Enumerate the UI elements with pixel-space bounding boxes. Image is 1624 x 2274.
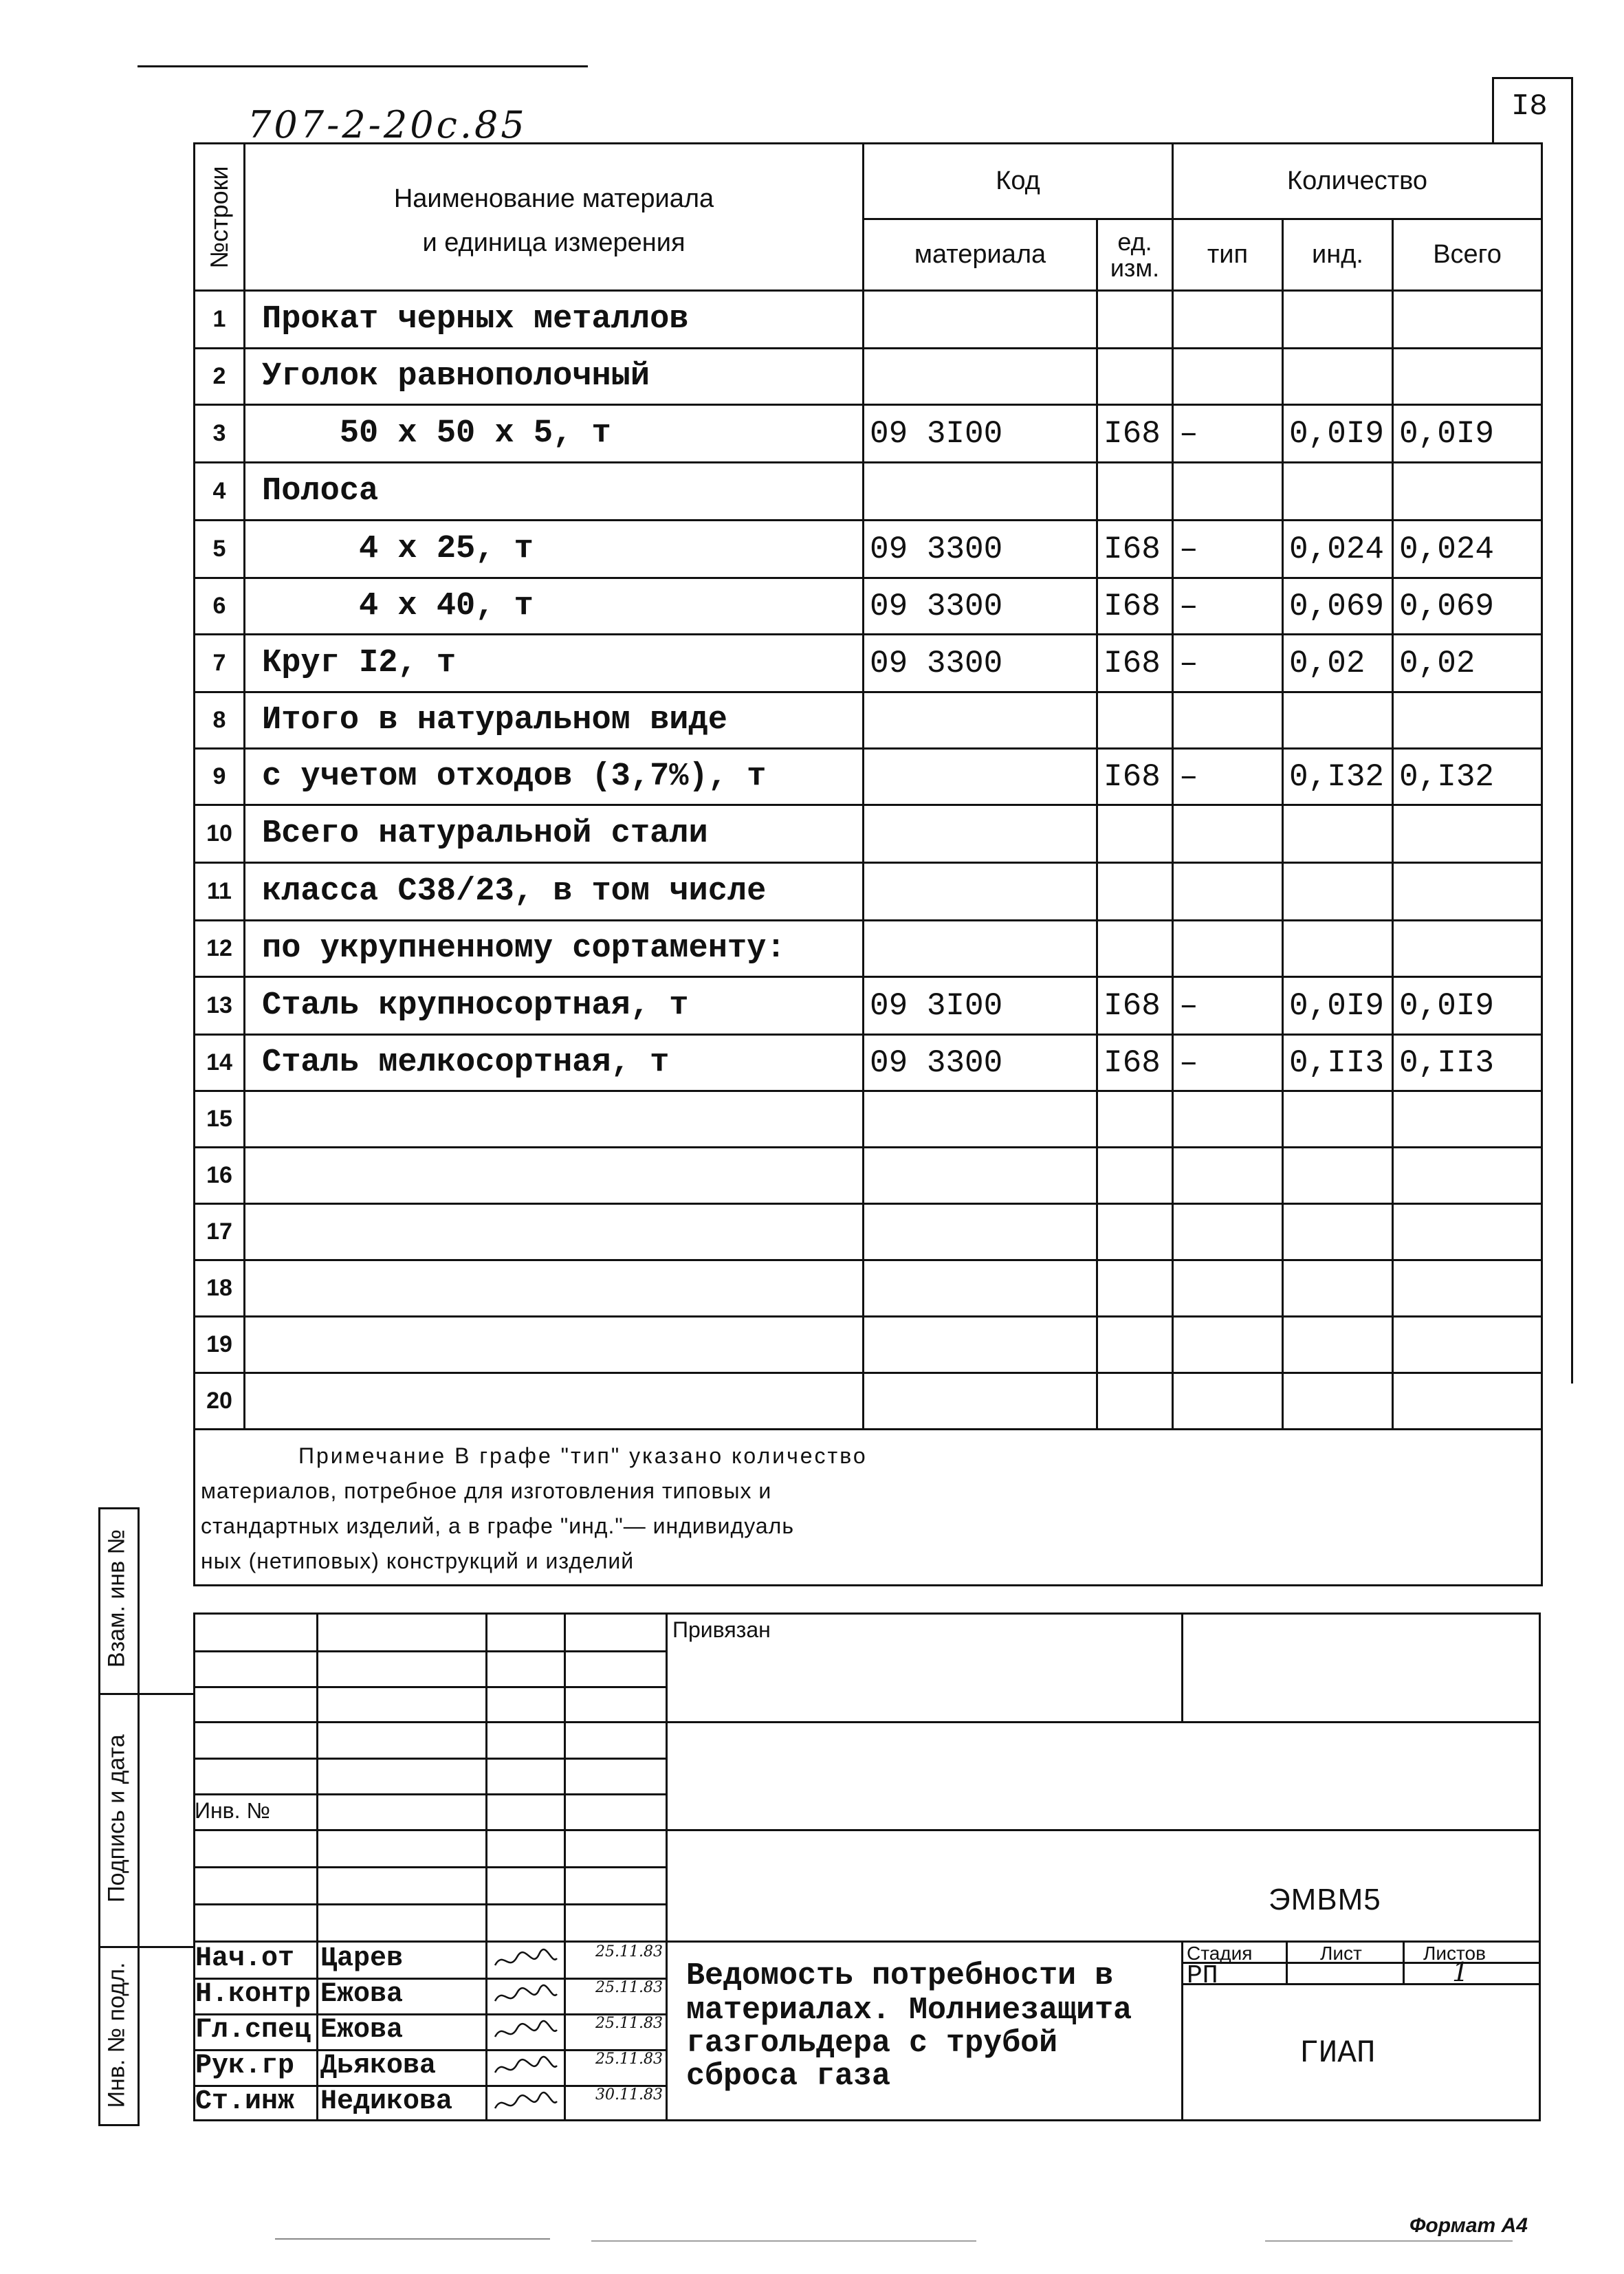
- row-number: 3: [195, 405, 245, 463]
- org-name: ГИАП: [1299, 2035, 1376, 2071]
- unit-code: [1097, 463, 1173, 521]
- qty-type: [1173, 1260, 1283, 1317]
- signer-role: Н.контр: [195, 1979, 311, 2010]
- signer-role: Нач.от: [195, 1943, 295, 1974]
- unit-code: [1097, 349, 1173, 405]
- unit-code: I68: [1097, 578, 1173, 635]
- row-number: 9: [195, 749, 245, 805]
- materials-table: [193, 142, 1543, 1586]
- row-number: 13: [195, 977, 245, 1035]
- tb-hline-g: [193, 1866, 668, 1868]
- qty-type: –: [1173, 1035, 1283, 1091]
- unit-code: I68: [1097, 521, 1173, 578]
- material-name: Круг I2, т: [245, 635, 864, 692]
- material-name: Прокат черных металлов: [245, 291, 864, 349]
- material-code: 09 3300: [864, 578, 1097, 635]
- format-label: Формат А4: [1409, 2214, 1528, 2237]
- material-code: [864, 1373, 1097, 1430]
- table-row: [195, 749, 1542, 805]
- side-label-inv-podl: Инв. № подл.: [103, 1962, 130, 2108]
- table-row: [195, 1260, 1542, 1317]
- material-name: [245, 1260, 864, 1317]
- qty-type: [1173, 921, 1283, 977]
- unit-code: [1097, 1373, 1173, 1430]
- qty-total: [1393, 805, 1542, 863]
- signer-name: Царев: [320, 1943, 404, 1974]
- signer-date: 25.11.83: [595, 2015, 663, 2032]
- material-name: с учетом отходов (3,7%), т: [245, 749, 864, 805]
- right-frame-line: [1571, 77, 1573, 1384]
- qty-total: [1393, 1260, 1542, 1317]
- material-name: Уголок равнополочный: [245, 349, 864, 405]
- row-number: 17: [195, 1204, 245, 1260]
- col-name-line1: Наименование материала: [393, 184, 714, 213]
- material-name: Полоса: [245, 463, 864, 521]
- row-number: 19: [195, 1317, 245, 1373]
- col-qty-ind: инд.: [1283, 219, 1393, 291]
- col-qty-total: Всего: [1393, 219, 1542, 291]
- doc-title-4: сброса газа: [686, 2059, 891, 2094]
- material-code: [864, 1260, 1097, 1317]
- unit-code: [1097, 1204, 1173, 1260]
- qty-total: 0,069: [1393, 578, 1542, 635]
- signer-name: Ежова: [320, 2015, 404, 2046]
- note-line3: стандартных изделий, а в графе "инд."— индивидуаль: [201, 1513, 794, 1538]
- qty-type: [1173, 1148, 1283, 1204]
- col-quantity: Количество: [1173, 144, 1542, 219]
- row-number: 14: [195, 1035, 245, 1091]
- unit-code: [1097, 1148, 1173, 1204]
- table-row: [195, 1091, 1542, 1148]
- qty-type: [1173, 692, 1283, 749]
- qty-type: [1173, 1373, 1283, 1430]
- table-row: [195, 405, 1542, 463]
- material-name: [245, 1148, 864, 1204]
- table-row: [195, 977, 1542, 1035]
- qty-type: –: [1173, 578, 1283, 635]
- privyazan-label: Привязан: [672, 1617, 771, 1642]
- material-name: Всего натуральной стали: [245, 805, 864, 863]
- unit-code: I68: [1097, 405, 1173, 463]
- qty-type: [1173, 463, 1283, 521]
- tb-hline-d: [193, 1758, 668, 1760]
- qty-ind: [1283, 1091, 1393, 1148]
- qty-ind: [1283, 1204, 1393, 1260]
- material-code: [864, 1317, 1097, 1373]
- qty-total: 0,0I9: [1393, 977, 1542, 1035]
- top-rule: [138, 65, 588, 67]
- material-code: [864, 805, 1097, 863]
- qty-ind: 0,I32: [1283, 749, 1393, 805]
- col-code: Код: [864, 144, 1173, 219]
- qty-total: 0,II3: [1393, 1035, 1542, 1091]
- qty-ind: [1283, 692, 1393, 749]
- signer-date: 30.11.83: [595, 2086, 663, 2103]
- material-name: 4 х 40, т: [245, 578, 864, 635]
- material-name: 50 х 50 х 5, т: [245, 405, 864, 463]
- qty-total: [1393, 1373, 1542, 1430]
- qty-total: 0,I32: [1393, 749, 1542, 805]
- tb-vline-stage: [1181, 1940, 1183, 2121]
- tb-hline-h: [193, 1903, 668, 1905]
- signer-role: Рук.гр: [195, 2051, 295, 2081]
- material-code: 09 3300: [864, 521, 1097, 578]
- unit-code: [1097, 1091, 1173, 1148]
- qty-total: [1393, 463, 1542, 521]
- material-name: 4 х 25, т: [245, 521, 864, 578]
- row-number: 12: [195, 921, 245, 977]
- project-code: ЭМВМ5: [1269, 1883, 1381, 1916]
- qty-ind: 0,024: [1283, 521, 1393, 578]
- unit-code: I68: [1097, 1035, 1173, 1091]
- col-row-no: [195, 144, 245, 291]
- material-name: [245, 1373, 864, 1430]
- qty-type: –: [1173, 521, 1283, 578]
- table-row: [195, 1035, 1542, 1091]
- row-number: 15: [195, 1091, 245, 1148]
- row-number: 6: [195, 578, 245, 635]
- signer-date: 25.11.83: [595, 1979, 663, 1996]
- table-row: [195, 521, 1542, 578]
- qty-ind: [1283, 1317, 1393, 1373]
- qty-ind: [1283, 863, 1393, 921]
- qty-type: –: [1173, 405, 1283, 463]
- qty-ind: [1283, 349, 1393, 405]
- signature-scribble: [491, 2052, 560, 2084]
- bottom-rule-1: [275, 2238, 550, 2240]
- signer-date: 25.11.83: [595, 1943, 663, 1960]
- qty-type: –: [1173, 635, 1283, 692]
- table-row: [195, 463, 1542, 521]
- row-number: 1: [195, 291, 245, 349]
- table-row: [195, 291, 1542, 349]
- table-row: [195, 349, 1542, 405]
- col-name-line2: и единица измерения: [422, 228, 685, 257]
- qty-ind: [1283, 1373, 1393, 1430]
- table-row: [195, 805, 1542, 863]
- qty-total: [1393, 921, 1542, 977]
- tb-hline-b: [193, 1686, 668, 1688]
- doc-title-3: газгольдера с трубой: [686, 2026, 1058, 2061]
- qty-total: [1393, 349, 1542, 405]
- bottom-rule-2: [591, 2240, 976, 2242]
- row-number: 10: [195, 805, 245, 863]
- sheets-label: Листов: [1423, 1943, 1486, 1964]
- col-code-unit: ед. изм.: [1097, 219, 1173, 291]
- side-divider-1: [98, 1693, 193, 1695]
- stage-value: РП: [1187, 1961, 1218, 1991]
- signer-name: Дьякова: [320, 2051, 437, 2081]
- row-number: 7: [195, 635, 245, 692]
- qty-ind: [1283, 463, 1393, 521]
- signer-role: Ст.инж: [195, 2086, 295, 2117]
- sheet-number: I8: [1511, 89, 1548, 124]
- qty-ind: 0,0I9: [1283, 977, 1393, 1035]
- col-qty-type: тип: [1173, 219, 1283, 291]
- doc-number: 707-2-20с.85: [248, 103, 527, 146]
- qty-ind: [1283, 1148, 1393, 1204]
- qty-type: [1173, 1204, 1283, 1260]
- row-number: 5: [195, 521, 245, 578]
- table-row: [195, 635, 1542, 692]
- tb-hline-e: [193, 1793, 668, 1795]
- qty-type: –: [1173, 977, 1283, 1035]
- qty-type: [1173, 863, 1283, 921]
- tb-hline-f: [193, 1829, 1541, 1831]
- qty-ind: [1283, 921, 1393, 977]
- material-name: [245, 1204, 864, 1260]
- tb-hline-stage-2: [1181, 1983, 1541, 1985]
- table-row: [195, 1204, 1542, 1260]
- tb-vline-5: [1181, 1612, 1183, 1721]
- qty-type: [1173, 291, 1283, 349]
- material-name: класса С38/23, в том числе: [245, 863, 864, 921]
- material-name: [245, 1317, 864, 1373]
- note-line2: материалов, потребное для изготовления типовых и: [201, 1478, 772, 1503]
- material-code: 09 3300: [864, 635, 1097, 692]
- table-row: [195, 921, 1542, 977]
- row-number: 16: [195, 1148, 245, 1204]
- table-row: [195, 578, 1542, 635]
- qty-total: 0,024: [1393, 521, 1542, 578]
- bottom-rule-3: [1265, 2240, 1513, 2242]
- table-row: [195, 863, 1542, 921]
- unit-code: I68: [1097, 977, 1173, 1035]
- unit-code: [1097, 692, 1173, 749]
- signature-scribble: [491, 1945, 560, 1976]
- qty-ind: 0,0I9: [1283, 405, 1393, 463]
- qty-type: [1173, 349, 1283, 405]
- table-row: [195, 692, 1542, 749]
- signer-name: Ежова: [320, 1979, 404, 2010]
- unit-code: I68: [1097, 635, 1173, 692]
- material-code: [864, 921, 1097, 977]
- material-name: Сталь крупносортная, т: [245, 977, 864, 1035]
- qty-total: [1393, 692, 1542, 749]
- qty-total: 0,0I9: [1393, 405, 1542, 463]
- unit-code: [1097, 921, 1173, 977]
- row-number: 2: [195, 349, 245, 405]
- qty-total: [1393, 1091, 1542, 1148]
- row-number: 11: [195, 863, 245, 921]
- row-number: 8: [195, 692, 245, 749]
- material-name: Сталь мелкосортная, т: [245, 1035, 864, 1091]
- material-code: 09 3I00: [864, 977, 1097, 1035]
- inv-no-label: Инв. №: [195, 1798, 270, 1823]
- doc-title-1: Ведомость потребности в: [686, 1958, 1114, 1993]
- qty-type: [1173, 1317, 1283, 1373]
- signature-scribble: [491, 2016, 560, 2048]
- unit-code: [1097, 1260, 1173, 1317]
- material-name: Итого в натуральном виде: [245, 692, 864, 749]
- material-code: [864, 749, 1097, 805]
- material-code: 09 3300: [864, 1035, 1097, 1091]
- table-row: [195, 1373, 1542, 1430]
- qty-ind: [1283, 1260, 1393, 1317]
- side-label-vzam: Взам. инв №: [103, 1529, 130, 1668]
- signer-name: Недикова: [320, 2086, 453, 2117]
- signer-role: Гл.спец: [195, 2015, 311, 2046]
- material-code: 09 3I00: [864, 405, 1097, 463]
- qty-ind: [1283, 805, 1393, 863]
- unit-code: [1097, 805, 1173, 863]
- qty-ind: [1283, 291, 1393, 349]
- note-line1: Примечание В графе "тип" указано количество: [298, 1443, 868, 1468]
- signature-scribble: [491, 1980, 560, 2012]
- sheet-label: Лист: [1320, 1943, 1362, 1964]
- material-code: [864, 1204, 1097, 1260]
- qty-type: [1173, 1091, 1283, 1148]
- material-code: [864, 349, 1097, 405]
- material-code: [864, 692, 1097, 749]
- table-row: [195, 1317, 1542, 1373]
- side-label-podpis: Подпись и дата: [103, 1734, 130, 1903]
- row-number: 18: [195, 1260, 245, 1317]
- tb-hline-a: [193, 1650, 668, 1652]
- qty-total: [1393, 1317, 1542, 1373]
- note-cell: [195, 1430, 1542, 1586]
- signature-scribble: [491, 2088, 560, 2119]
- qty-total: [1393, 291, 1542, 349]
- stage-label: Стадия: [1187, 1943, 1253, 1964]
- qty-ind: 0,02: [1283, 635, 1393, 692]
- row-number: 20: [195, 1373, 245, 1430]
- doc-title-2: материалах. Молниезащита: [686, 1993, 1132, 2028]
- material-code: [864, 463, 1097, 521]
- qty-ind: 0,II3: [1283, 1035, 1393, 1091]
- qty-total: [1393, 1148, 1542, 1204]
- qty-type: –: [1173, 749, 1283, 805]
- table-row: [195, 1148, 1542, 1204]
- note-line4: ных (нетиповых) конструкций и изделий: [201, 1549, 635, 1573]
- col-code-material: материала: [864, 219, 1097, 291]
- unit-code: [1097, 1317, 1173, 1373]
- row-number: 4: [195, 463, 245, 521]
- material-code: [864, 1148, 1097, 1204]
- material-name: по укрупненному сортаменту:: [245, 921, 864, 977]
- qty-total: [1393, 863, 1542, 921]
- unit-code: [1097, 291, 1173, 349]
- unit-code: [1097, 863, 1173, 921]
- signer-date: 25.11.83: [595, 2051, 663, 2068]
- material-code: [864, 863, 1097, 921]
- qty-ind: 0,069: [1283, 578, 1393, 635]
- material-code: [864, 291, 1097, 349]
- qty-total: [1393, 1204, 1542, 1260]
- qty-total: 0,02: [1393, 635, 1542, 692]
- tb-hline-c: [193, 1721, 1541, 1723]
- material-code: [864, 1091, 1097, 1148]
- col-name: [245, 144, 864, 291]
- qty-type: [1173, 805, 1283, 863]
- sheets-value: 1: [1452, 1957, 1469, 1987]
- unit-code: I68: [1097, 749, 1173, 805]
- material-name: [245, 1091, 864, 1148]
- col-row-no-label: №строки: [205, 166, 233, 269]
